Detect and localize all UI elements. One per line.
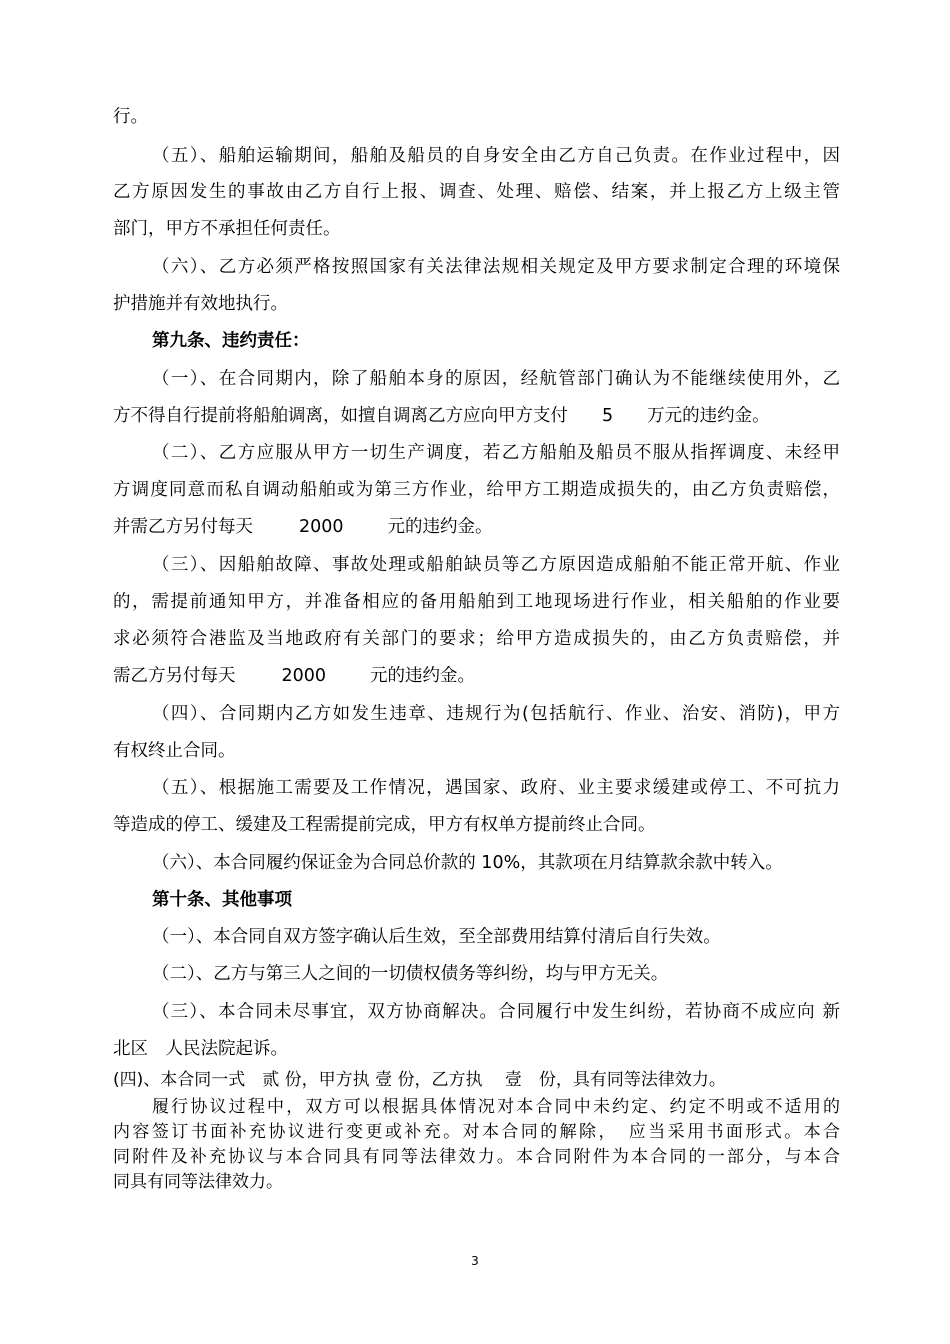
paragraph-line: （三）、因船舶故障、事故处理或船舶缺员等乙方原因造成船舶不能正常开航、作业 (152, 555, 840, 575)
line-text: 元的违约金。 (387, 517, 493, 537)
fill-value: 2000 (281, 666, 327, 686)
paragraph-line: （六）、本合同履约保证金为合同总价款的 10%，其款项在月结算款余款中转入。 (152, 853, 783, 873)
paragraph-line: 方调度同意而私自调动船舶或为第三方作业，给甲方工期造成损失的，由乙方负责赔偿， (113, 480, 840, 500)
paragraph-line: （一）、本合同自双方签字确认后生效，至全部费用结算付清后自行失效。 (152, 927, 721, 947)
paragraph-line: 同附件及补充协议与本合同具有同等法律效力。本合同附件为本合同的一部分，与本合 (113, 1147, 840, 1167)
paragraph-line (113, 663, 840, 689)
paragraph-line: （六）、乙方必须严格按照国家有关法律法规相关规定及甲方要求制定合理的环境保 (152, 257, 840, 277)
section-heading: 第九条、违约责任： (152, 331, 310, 351)
line-text: 并需乙方另付每天 (113, 517, 253, 537)
paragraph-line: （一）、在合同期内，除了船舶本身的原因，经航管部门确认为不能继续使用外，乙 (152, 369, 840, 389)
paragraph-line: 行。 (113, 107, 148, 127)
paragraph-line: （二）、乙方与第三人之间的一切债权债务等纠纷，均与甲方无关。 (152, 964, 669, 984)
paragraph-line: 护措施并有效地执行。 (113, 294, 288, 314)
paragraph-line: 北区 人民法院起诉。 (113, 1039, 288, 1059)
paragraph-line: 内容签订书面补充协议进行变更或补充。对本合同的解除， 应当采用书面形式。本合 (113, 1122, 840, 1142)
line-text: 需乙方另付每天 (113, 666, 236, 686)
paragraph-line (113, 403, 840, 429)
fill-value: 2000 (299, 517, 344, 537)
paragraph-line: （三）、本合同未尽事宜，双方协商解决。合同履行中发生纠纷，若协商不成应向 新 (152, 1002, 840, 1022)
paragraph-line: 求必须符合港监及当地政府有关部门的要求；给甲方造成损失的，由乙方负责赔偿，并 (113, 629, 840, 649)
line-text: 万元的违约金。 (647, 406, 770, 426)
paragraph-line: 乙方原因发生的事故由乙方自行上报、调查、处理、赔偿、结案，并上报乙方上级主管 (113, 182, 840, 202)
paragraph-line: (四)、本合同一式 贰 份，甲方执 壹 份，乙方执 壹 份，具有同等法律效力。 (113, 1070, 726, 1090)
section-heading: 第十条、其他事项 (152, 890, 292, 910)
paragraph-line: （四）、合同期内乙方如发生违章、违规行为(包括航行、作业、治安、消防)，甲方 (152, 704, 840, 724)
paragraph-line: 有权终止合同。 (113, 741, 236, 761)
line-text: 方不得自行提前将船舶调离，如擅自调离乙方应向甲方支付 (113, 406, 568, 426)
line-text: 元的违约金。 (370, 666, 476, 686)
paragraph-line: （五）、根据施工需要及工作情况，遇国家、政府、业主要求缓建或停工、不可抗力 (152, 778, 840, 798)
paragraph-line: （五）、船舶运输期间，船舶及船员的自身安全由乙方自己负责。在作业过程中，因 (152, 146, 840, 166)
paragraph-line: （二）、乙方应服从甲方一切生产调度，若乙方船舶及船员不服从指挥调度、未经甲 (152, 443, 840, 463)
page-number: 3 (471, 1254, 479, 1268)
paragraph-line: 等造成的停工、缓建及工程需提前完成，甲方有权单方提前终止合同。 (113, 815, 656, 835)
document-page (113, 0, 840, 1344)
paragraph-line: 履行协议过程中，双方可以根据具体情况对本合同中未约定、约定不明或不适用的 (152, 1097, 840, 1117)
paragraph-line: 的，需提前通知甲方，并准备相应的备用船舶到工地现场进行作业，相关船舶的作业要 (113, 592, 840, 612)
paragraph-line: 同具有同等法律效力。 (113, 1172, 283, 1192)
paragraph-line (113, 514, 840, 540)
fill-value: 5 (602, 406, 614, 426)
paragraph-line: 部门，甲方不承担任何责任。 (113, 219, 341, 239)
